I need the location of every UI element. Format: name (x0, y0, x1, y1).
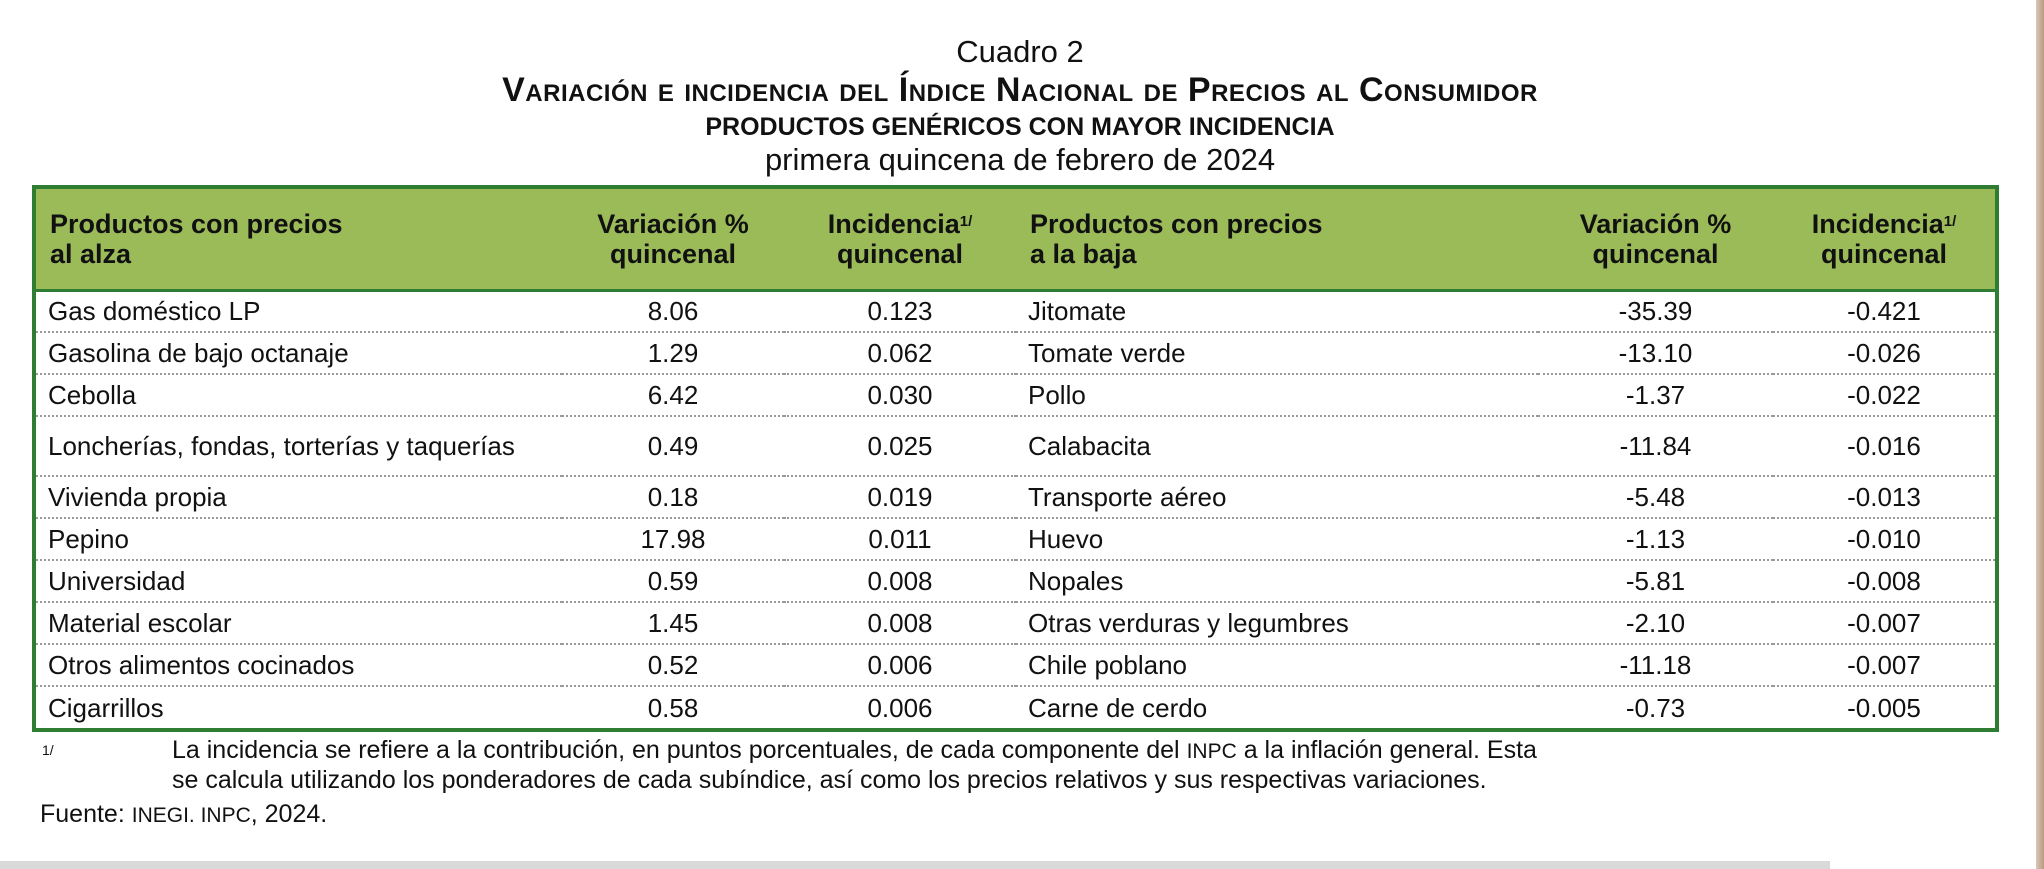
down-variation-value: -5.48 (1538, 476, 1773, 518)
down-incidence-value: -0.010 (1773, 518, 1995, 560)
down-incidence-value: -0.026 (1773, 332, 1995, 374)
footnote-marker: 1/ (42, 742, 54, 758)
down-variation-value: -13.10 (1538, 332, 1773, 374)
footnote-marker: 1/ (959, 212, 973, 230)
up-product-name: Material escolar (36, 602, 562, 644)
up-product-name: Cigarrillos (48, 692, 164, 723)
down-variation-value: -11.18 (1538, 644, 1773, 686)
data-table-frame (32, 185, 1999, 732)
up-incidence-value: 0.008 (784, 560, 1016, 602)
table-title: Variación e incidencia del Índice Nacional de Precios al Consumidor (502, 71, 1538, 109)
up-product-name: Vivienda propia (36, 476, 562, 518)
table-row (36, 332, 1995, 374)
footnote-marker: 1/ (1943, 212, 1957, 230)
down-incidence-value: -0.013 (1773, 476, 1995, 518)
header-down-variation: Variación % quincenal (1538, 189, 1773, 290)
table-row (36, 416, 1995, 476)
header-up-incidence: Incidencia$^{1/}$ quincenal (784, 189, 1016, 290)
up-variation-value: 6.42 (562, 374, 784, 416)
up-product-name: Gasolina de bajo octanaje (36, 332, 562, 374)
up-incidence-value: 0.123 (784, 290, 1016, 332)
table-row (36, 644, 1995, 686)
table-row (36, 560, 1995, 602)
down-product-name: Transporte aéreo (1016, 476, 1538, 518)
table-row (36, 476, 1995, 518)
up-variation-value: 0.52 (562, 644, 784, 686)
up-incidence-value: 0.019 (784, 476, 1016, 518)
up-variation-value: 17.98 (562, 518, 784, 560)
up-incidence-value: 0.008 (784, 602, 1016, 644)
up-variation-value: 1.29 (562, 332, 784, 374)
source-line: Fuente: INEGI. INPC, 2024. (40, 800, 328, 828)
table-row (36, 686, 1995, 728)
up-product-name: Gas doméstico LP (36, 290, 562, 332)
down-variation-value: -35.39 (1538, 290, 1773, 332)
up-incidence-value: 0.006 (784, 644, 1016, 686)
up-incidence-value: 0.006 (867, 692, 933, 723)
down-variation-value: -1.37 (1538, 374, 1773, 416)
down-variation-value: -5.81 (1538, 560, 1773, 602)
down-incidence-value: -0.007 (1773, 602, 1995, 644)
down-product-name: Pollo (1016, 374, 1538, 416)
inpc-abbreviation: INPC (1186, 740, 1237, 763)
up-incidence-value: 0.011 (784, 518, 1016, 560)
up-variation-value: 0.58 (647, 692, 699, 723)
table-row (36, 290, 1995, 332)
table-notes (40, 736, 2010, 830)
table-row (36, 602, 1995, 644)
header-down-products: Productos con precios a la baja (1016, 189, 1538, 290)
header-up-variation: Variación % quincenal (562, 189, 784, 290)
down-incidence-value: -0.421 (1773, 290, 1995, 332)
up-product-name: Otros alimentos cocinados (36, 644, 562, 686)
down-incidence-value: -0.008 (1773, 560, 1995, 602)
up-product-name: Universidad (36, 560, 562, 602)
up-variation-value: 1.45 (562, 602, 784, 644)
down-incidence-value: -0.016 (1773, 416, 1995, 476)
down-incidence-value: -0.005 (1847, 692, 1921, 723)
down-product-name: Huevo (1016, 518, 1538, 560)
up-incidence-value: 0.062 (784, 332, 1016, 374)
header-down-incidence: Incidencia$^{1/}$ quincenal (1773, 189, 1995, 290)
down-variation-value: -1.13 (1538, 518, 1773, 560)
down-product-name: Calabacita (1016, 416, 1538, 476)
down-product-name: Otras verduras y legumbres (1016, 602, 1538, 644)
table-number: Cuadro 2 (956, 34, 1084, 69)
table-period: primera quincena de febrero de 2024 (764, 142, 1276, 177)
up-product-name: Pepino (36, 518, 562, 560)
table-row (36, 518, 1995, 560)
page-edge-bottom (0, 861, 1830, 869)
table-subtitle: PRODUCTOS GENÉRICOS CON MAYOR INCIDENCIA (705, 113, 1335, 141)
down-variation-value: -11.84 (1538, 416, 1773, 476)
down-incidence-value: -0.007 (1773, 644, 1995, 686)
down-product-name: Jitomate (1016, 290, 1538, 332)
down-variation-value: -2.10 (1538, 602, 1773, 644)
up-incidence-value: 0.025 (784, 416, 1016, 476)
footnote-text: La incidencia se refiere a la contribución, en puntos porcentuales, de cada componente del INPC a la inflación general. Esta se calcula utilizando los ponderadores de cada subíndice, así como los precios relativos y sus respectivas variaciones. (172, 736, 1537, 794)
table-row (36, 374, 1995, 416)
down-product-name: Nopales (1016, 560, 1538, 602)
down-product-name: Tomate verde (1016, 332, 1538, 374)
price-incidence-table (36, 189, 1995, 728)
down-incidence-value: -0.022 (1773, 374, 1995, 416)
down-product-name: Carne de cerdo (1028, 692, 1208, 723)
up-product-name: Cebolla (36, 374, 562, 416)
up-variation-value: 0.49 (562, 416, 784, 476)
table-caption (0, 34, 2040, 178)
up-variation-value: 0.18 (562, 476, 784, 518)
up-product-name: Loncherías, fondas, torterías y taquerías (36, 416, 562, 476)
up-variation-value: 8.06 (562, 290, 784, 332)
down-product-name: Chile poblano (1016, 644, 1538, 686)
header-up-products: Productos con precios al alza (36, 189, 562, 290)
source-org: INEGI. INPC (131, 804, 251, 827)
down-variation-value: -0.73 (1625, 692, 1686, 723)
table-header-row (36, 189, 1995, 290)
up-variation-value: 0.59 (562, 560, 784, 602)
up-incidence-value: 0.030 (784, 374, 1016, 416)
